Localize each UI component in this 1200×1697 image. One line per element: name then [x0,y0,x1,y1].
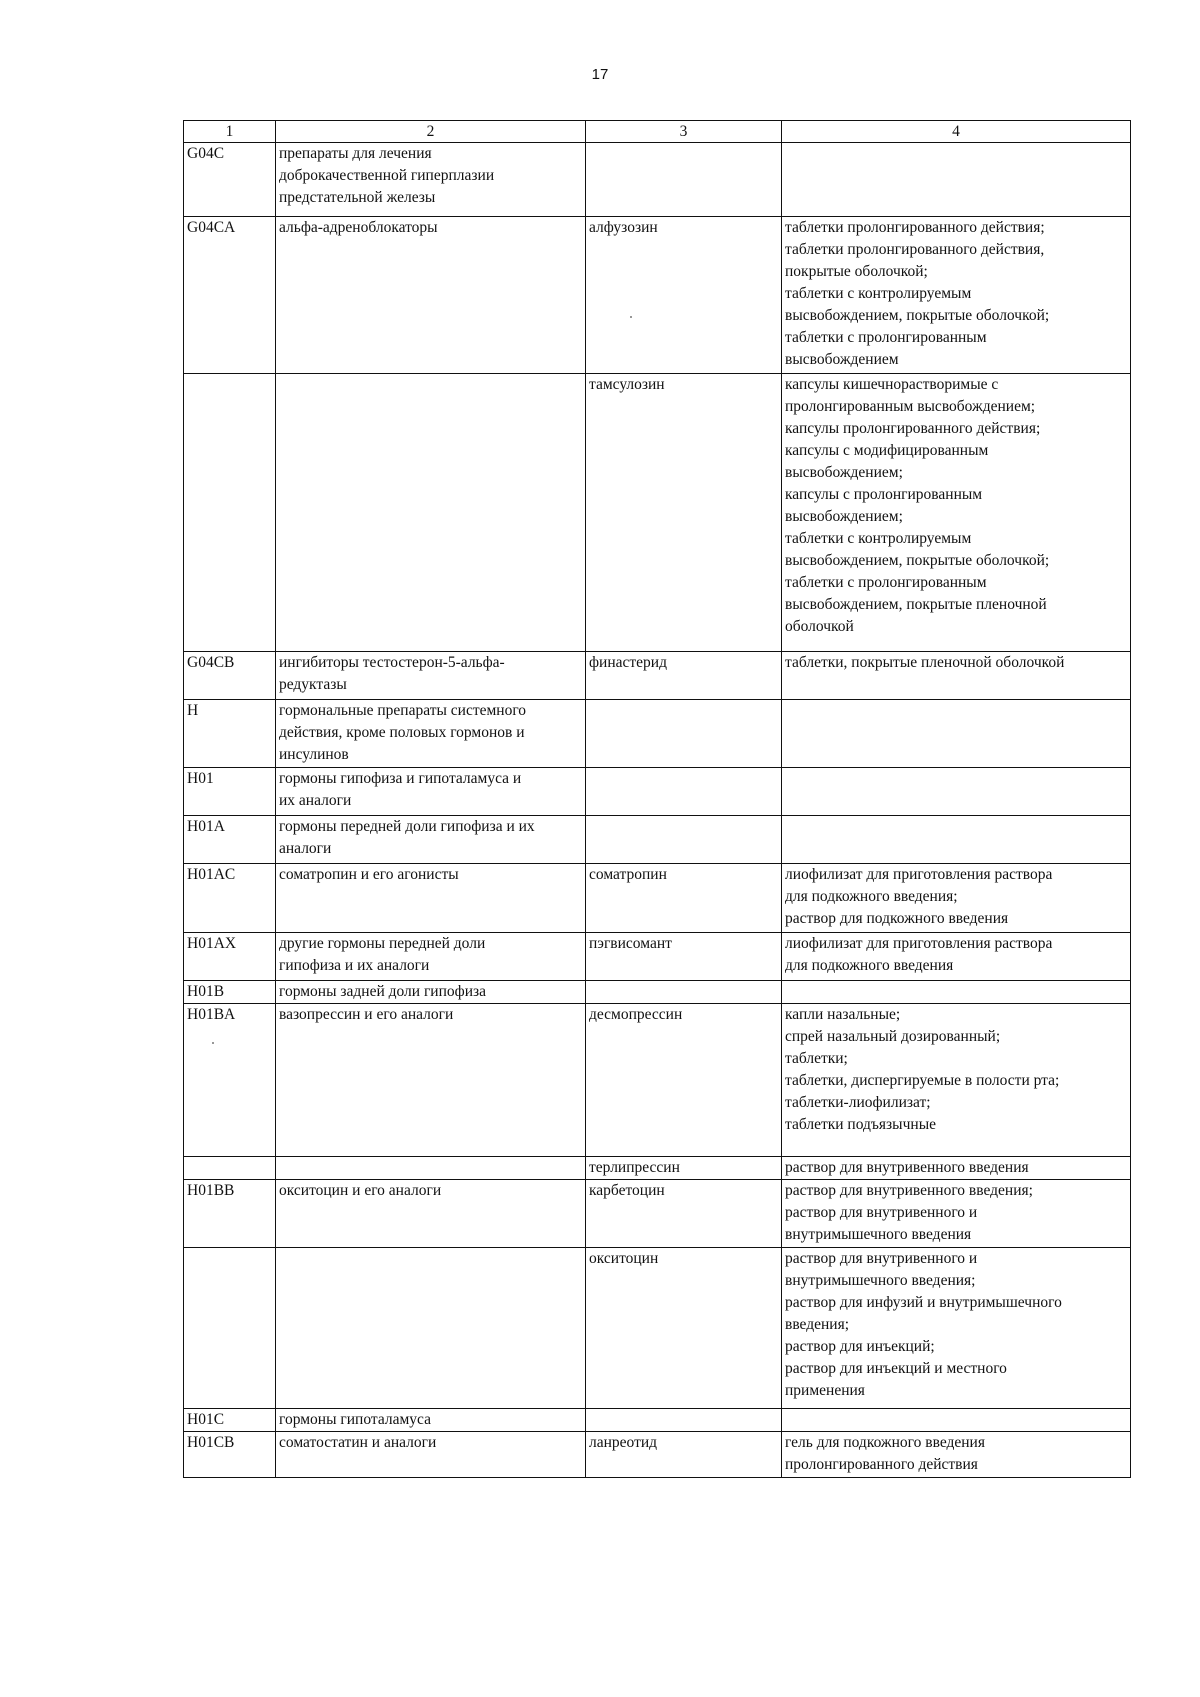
cell-text-line: капсулы кишечнорастворимые с [785,376,999,393]
cell-text-line: гормоны гипоталамуса [279,1411,431,1428]
atc-code-cell [184,1248,276,1409]
cell-text-line: оболочкой [785,618,854,635]
drug-name-cell [586,1180,782,1248]
cell-text-line: таблетки с пролонгированным [785,574,987,591]
drug-name-cell [586,374,782,652]
cell-text-line: введения; [785,1316,850,1333]
cell-text-line: высвобождением, покрытые оболочкой; [785,307,1050,324]
group-name-cell [276,1248,586,1409]
group-name-cell [276,1432,586,1478]
column-header-2: 2 [276,121,586,143]
cell-text-line: капсулы с пролонгированным [785,486,983,503]
cell-text-line: высвобождением; [785,464,903,481]
group-name-cell [276,1409,586,1432]
drug-name-cell [586,981,782,1004]
cell-text-line: капсулы с модифицированным [785,442,989,459]
cell-text-line: гормоны гипофиза и гипоталамуса и [279,770,522,787]
cell-text-line: внутримышечного введения; [785,1272,976,1289]
table-row [184,1004,1131,1157]
cell-text-line: таблетки пролонгированного действия; [785,219,1045,236]
cell-text-line: таблетки с пролонгированным [785,329,987,346]
dosage-form-cell [782,1248,1131,1409]
cell-text-line: таблетки; [785,1050,848,1067]
table-row [184,981,1131,1004]
scan-speck [212,1042,214,1044]
cell-text-line: ингибиторы тестостерон-5-альфа- [279,654,505,671]
drug-name-cell [586,1004,782,1157]
cell-text-line: для подкожного введения; [785,888,958,905]
table-row [184,143,1131,217]
cell-text-line: доброкачественной гиперплазии [279,167,495,184]
cell-text-line: гипофиза и их аналоги [279,957,430,974]
dosage-form-cell [782,1157,1131,1180]
cell-text-line: окситоцин и его аналоги [279,1182,442,1199]
cell-text-line: раствор для подкожного введения [785,910,1009,927]
cell-text-line: раствор для внутривенного введения; [785,1182,1033,1199]
atc-code-cell: H01AC [184,864,276,933]
drug-name-cell [586,864,782,933]
dosage-form-cell [782,981,1131,1004]
cell-text-line: гель для подкожного введения [785,1434,985,1451]
table-row [184,1248,1131,1409]
cell-text-line: для подкожного введения [785,957,954,974]
drug-name-cell [586,143,782,217]
table-row [184,652,1131,700]
drug-name-cell [586,1157,782,1180]
table-row [184,1157,1131,1180]
cell-text-line: лиофилизат для приготовления раствора [785,935,1053,952]
cell-text-line: лиофилизат для приготовления раствора [785,866,1053,883]
cell-text-line: алфузозин [589,219,658,236]
cell-text-line: высвобождением; [785,508,903,525]
atc-code-cell: G04CB [184,652,276,700]
cell-text-line: ланреотид [589,1434,658,1451]
dosage-form-cell [782,143,1131,217]
table-body [184,143,1131,1478]
group-name-cell [276,981,586,1004]
cell-text-line: действия, кроме половых гормонов и [279,724,525,741]
table-row [184,700,1131,768]
table-row [184,1409,1131,1432]
atc-code-cell: H01BB [184,1180,276,1248]
drug-name-cell [586,217,782,374]
cell-text-line: таблетки, диспергируемые в полости рта; [785,1072,1060,1089]
table-row [184,768,1131,816]
cell-text-line: таблетки с контролируемым [785,285,972,302]
cell-text-line: гормоны задней доли гипофиза [279,983,486,1000]
dosage-form-cell [782,933,1131,981]
atc-code-cell: H01C [184,1409,276,1432]
scan-speck [630,316,632,318]
cell-text-line: таблетки пролонгированного действия, [785,241,1045,258]
table-row [184,374,1131,652]
cell-text-line: пролонгированного действия [785,1456,978,1473]
table-header-row [184,121,1131,143]
dosage-form-cell [782,1180,1131,1248]
cell-text-line: финастерид [589,654,667,671]
cell-text-line: гормоны передней доли гипофиза и их [279,818,535,835]
cell-text-line: высвобождением, покрытые оболочкой; [785,552,1050,569]
cell-text-line: редуктазы [279,676,347,693]
group-name-cell [276,217,586,374]
dosage-form-cell [782,700,1131,768]
column-header-4: 4 [782,121,1131,143]
cell-text-line: таблетки, покрытые пленочной оболочкой [785,654,1065,671]
cell-text-line: раствор для инфузий и внутримышечного [785,1294,1062,1311]
cell-text-line: раствор для инъекций и местного [785,1360,1007,1377]
atc-code-cell: G04C [184,143,276,217]
dosage-form-cell [782,374,1131,652]
cell-text-line: предстательной железы [279,189,436,206]
drug-classification-table [183,120,1131,1478]
drug-name-cell [586,816,782,864]
cell-text-line: терлипрессин [589,1159,680,1176]
cell-text-line: таблетки подъязычные [785,1116,936,1133]
table-row [184,933,1131,981]
cell-text-line: препараты для лечения [279,145,432,162]
table-row [184,864,1131,933]
dosage-form-cell [782,1004,1131,1157]
cell-text-line: раствор для инъекций; [785,1338,935,1355]
atc-code-cell: H01 [184,768,276,816]
dosage-form-cell [782,217,1131,374]
drug-name-cell [586,700,782,768]
drug-name-cell [586,652,782,700]
group-name-cell [276,700,586,768]
cell-text-line: их аналоги [279,792,352,809]
table-row [184,217,1131,374]
group-name-cell [276,652,586,700]
dosage-form-cell [782,1409,1131,1432]
group-name-cell [276,768,586,816]
cell-text-line: инсулинов [279,746,349,763]
group-name-cell [276,1004,586,1157]
column-header-1: 1 [184,121,276,143]
group-name-cell [276,816,586,864]
cell-text-line: покрытые оболочкой; [785,263,928,280]
group-name-cell [276,374,586,652]
cell-text-line: аналоги [279,840,332,857]
atc-code-cell: H01BA [184,1004,276,1157]
atc-code-cell: H01CB [184,1432,276,1478]
dosage-form-cell [782,864,1131,933]
column-header-3: 3 [586,121,782,143]
group-name-cell [276,1180,586,1248]
drug-name-cell [586,933,782,981]
atc-code-cell: H01A [184,816,276,864]
cell-text-line: вазопрессин и его аналоги [279,1006,454,1023]
cell-text-line: внутримышечного введения [785,1226,972,1243]
cell-text-line: раствор для внутривенного введения [785,1159,1029,1176]
cell-text-line: спрей назальный дозированный; [785,1028,1001,1045]
atc-code-cell: G04CA [184,217,276,374]
group-name-cell [276,1157,586,1180]
cell-text-line: альфа-адреноблокаторы [279,219,438,236]
cell-text-line: пролонгированным высвобождением; [785,398,1036,415]
atc-code-cell: H [184,700,276,768]
cell-text-line: таблетки с контролируемым [785,530,972,547]
dosage-form-cell [782,1432,1131,1478]
group-name-cell [276,143,586,217]
cell-text-line: тамсулозин [589,376,665,393]
drug-name-cell [586,1248,782,1409]
cell-text-line: капсулы пролонгированного действия; [785,420,1041,437]
cell-text-line: десмопрессин [589,1006,683,1023]
table-row [184,816,1131,864]
page-number: 17 [591,66,609,83]
dosage-form-cell [782,768,1131,816]
cell-text-line: соматропин [589,866,667,883]
dosage-form-cell [782,652,1131,700]
cell-text-line: применения [785,1382,865,1399]
cell-text-line: соматостатин и аналоги [279,1434,437,1451]
cell-text-line: окситоцин [589,1250,659,1267]
cell-text-line: капли назальные; [785,1006,901,1023]
atc-code-cell [184,1157,276,1180]
cell-text-line: карбетоцин [589,1182,665,1199]
cell-text-line: другие гормоны передней доли [279,935,486,952]
cell-text-line: таблетки-лиофилизат; [785,1094,931,1111]
group-name-cell [276,933,586,981]
atc-code-cell [184,374,276,652]
cell-text-line: гормональные препараты системного [279,702,527,719]
atc-code-cell: H01B [184,981,276,1004]
cell-text-line: раствор для внутривенного и [785,1204,978,1221]
cell-text-line: пэгвисомант [589,935,672,952]
drug-name-cell [586,768,782,816]
group-name-cell [276,864,586,933]
table-row [184,1180,1131,1248]
table-row [184,1432,1131,1478]
cell-text-line: высвобождением, покрытые пленочной [785,596,1047,613]
dosage-form-cell [782,816,1131,864]
drug-name-cell [586,1409,782,1432]
cell-text-line: высвобождением [785,351,899,368]
drug-name-cell [586,1432,782,1478]
atc-code-cell: H01AX [184,933,276,981]
cell-text-line: раствор для внутривенного и [785,1250,978,1267]
cell-text-line: соматропин и его агонисты [279,866,459,883]
